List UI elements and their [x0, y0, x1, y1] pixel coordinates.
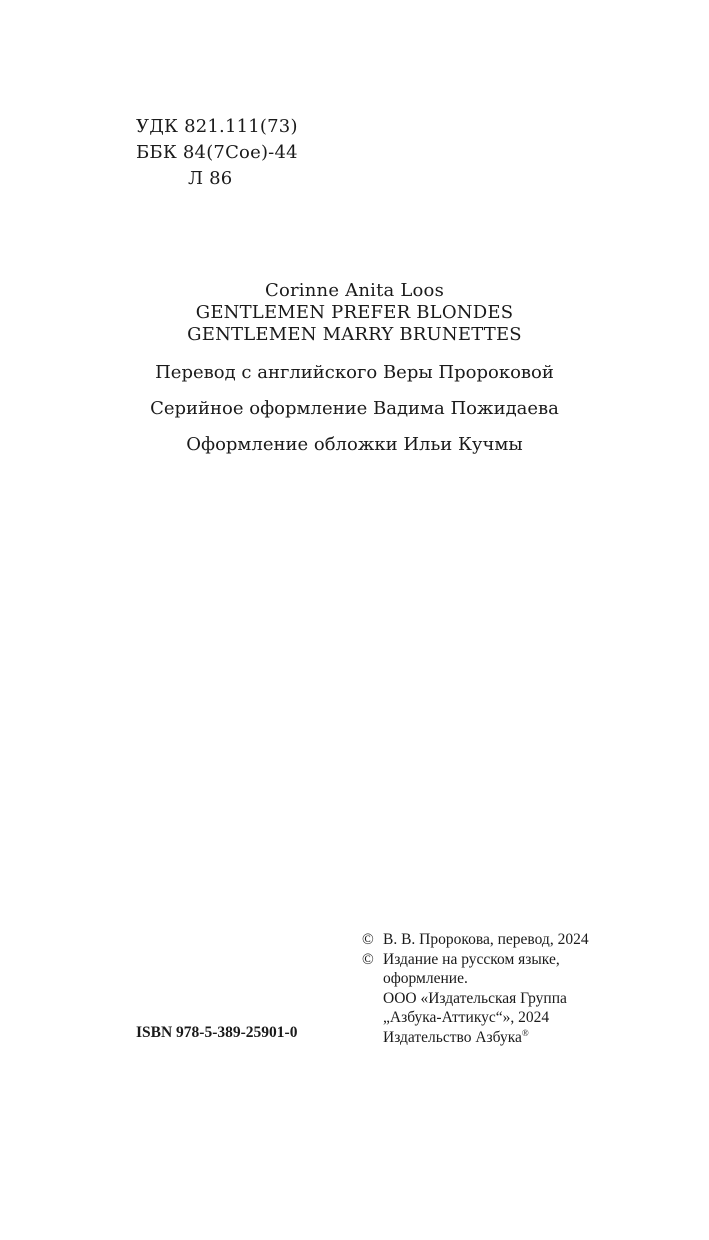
isbn: ISBN 978-5-389-25901-0: [136, 1024, 298, 1041]
copyright-symbol: ©: [362, 950, 374, 968]
copyright-translation-text: В. В. Пророкова, перевод, 2024: [383, 931, 589, 948]
copyright-edition: [362, 950, 589, 970]
registered-mark: ®: [521, 1027, 529, 1038]
original-title-1: GENTLEMEN PREFER BLONDES: [195, 302, 514, 323]
series-design-credit: Серийное оформление Вадима Пожидаева: [150, 398, 559, 419]
udc-code: УДК 821.111(73): [136, 116, 298, 137]
publisher-group-name: „Азбука-Аттикус“», 2024: [383, 1009, 550, 1026]
copyright-translation: [362, 930, 589, 950]
credits-block: [0, 280, 709, 470]
author-mark: Л 86: [188, 168, 233, 189]
original-author: Corinne Anita Loos: [264, 280, 445, 301]
library-classification: [136, 114, 298, 192]
copyright-edition-text: Издание на русском языке,: [383, 950, 560, 968]
copyright-edition-cont: оформление.: [383, 970, 468, 987]
publisher-imprint-text: Издательство Азбука: [383, 1028, 522, 1046]
bbk-code: ББК 84(7Сое)-44: [136, 142, 298, 163]
publisher-imprint: [362, 1028, 589, 1048]
cover-design-credit: Оформление обложки Ильи Кучмы: [186, 434, 523, 455]
copyright-symbol: ©: [362, 931, 374, 948]
original-title-2: GENTLEMEN MARRY BRUNETTES: [187, 324, 522, 345]
translator-credit: Перевод с английского Веры Пророковой: [155, 362, 554, 383]
copyright-notice: [362, 930, 589, 1047]
publisher-group: ООО «Издательская Группа: [383, 989, 567, 1007]
